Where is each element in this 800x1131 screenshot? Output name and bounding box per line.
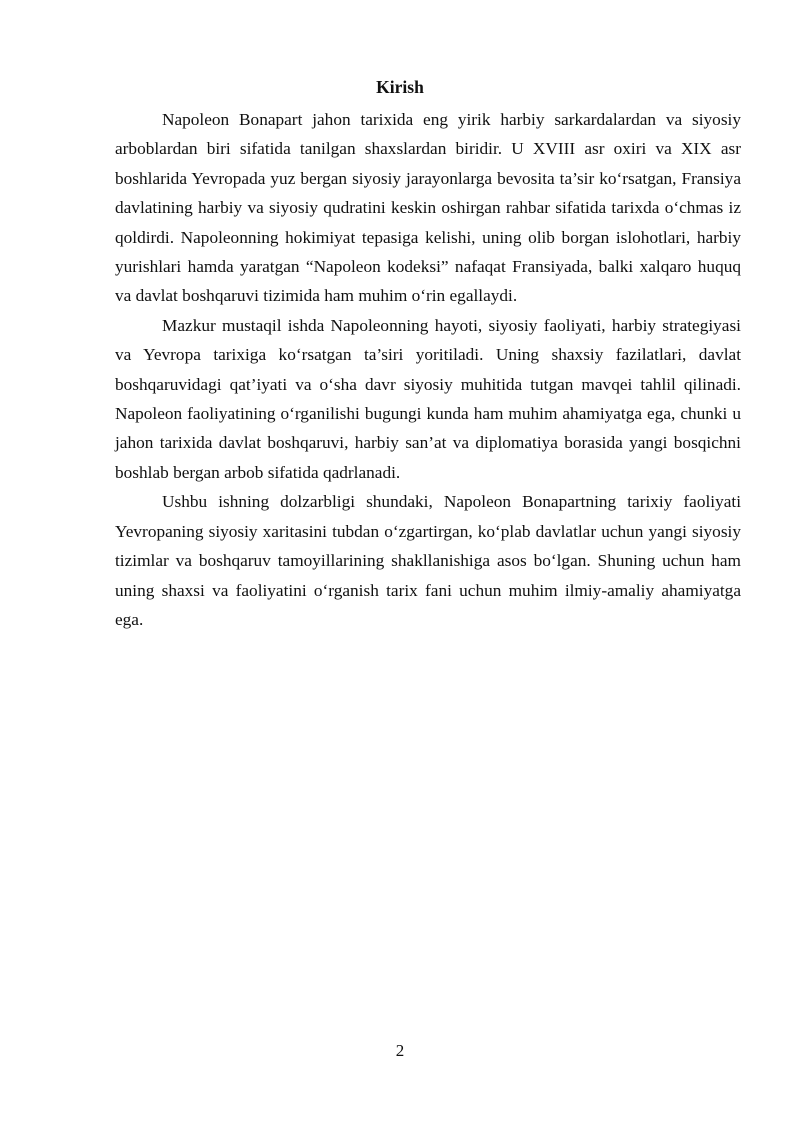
body-text <box>115 105 741 634</box>
page-number: 2 <box>395 1041 405 1060</box>
section-heading: Kirish <box>376 77 424 97</box>
paragraph-2: Mazkur mustaqil ishda Napoleonning hayoti, siyosiy faoliyati, harbiy strategiyasi va Yevropa tarixiga ko‘rsatgan ta’siri yoritiladi. Uning shaxsiy fazilatlari, davlat boshqaruvidagi qat’iyati va o‘sha davr siyosiy muhitida tutgan mavqei tahlil qilinadi. Napoleon faoliyatining o‘rganilishi bugungi kunda ham muhim ahamiyatga ega, chunki u jahon tarixida davlat boshqaruvi, harbiy san’at va diplomatiya borasida yangi bosqichni boshlab bergan arbob sifatida qadrlanadi. <box>115 315 741 482</box>
paragraph-3: Ushbu ishning dolzarbligi shundaki, Napoleon Bonapartning tarixiy faoliyati Yevropaning siyosiy xaritasini tubdan o‘zgartirgan, ko‘plab davlatlar uchun yangi siyosiy tizimlar va boshqaruv tamoyillarining shakllanishiga asos bo‘lgan. Shuning uchun ham uning shaxsi va faoliyatini o‘rganish tarix fani uchun muhim ilmiy-amaliy ahamiyatga ega. <box>115 492 741 629</box>
paragraph-1: Napoleon Bonapart jahon tarixida eng yirik harbiy sarkardalardan va siyosiy arboblardan biri sifatida tanilgan shaxslardan biridir. U XVIII asr oxiri va XIX asr boshlarida Yevropada yuz bergan siyosiy jarayonlarga bevosita ta’sir ko‘rsatgan, Fransiya davlatining harbiy va siyosiy qudratini keskin oshirgan rahbar sifatida tarixda o‘chmas iz qoldirdi. Napoleonning hokimiyat tepasiga kelishi, uning olib borgan islohotlari, harbiy yurishlari hamda yaratgan “Napoleon kodeksi” nafaqat Fransiyada, balki xalqaro huquq va davlat boshqaruvi tizimida ham muhim o‘rin egallaydi. <box>115 110 741 306</box>
